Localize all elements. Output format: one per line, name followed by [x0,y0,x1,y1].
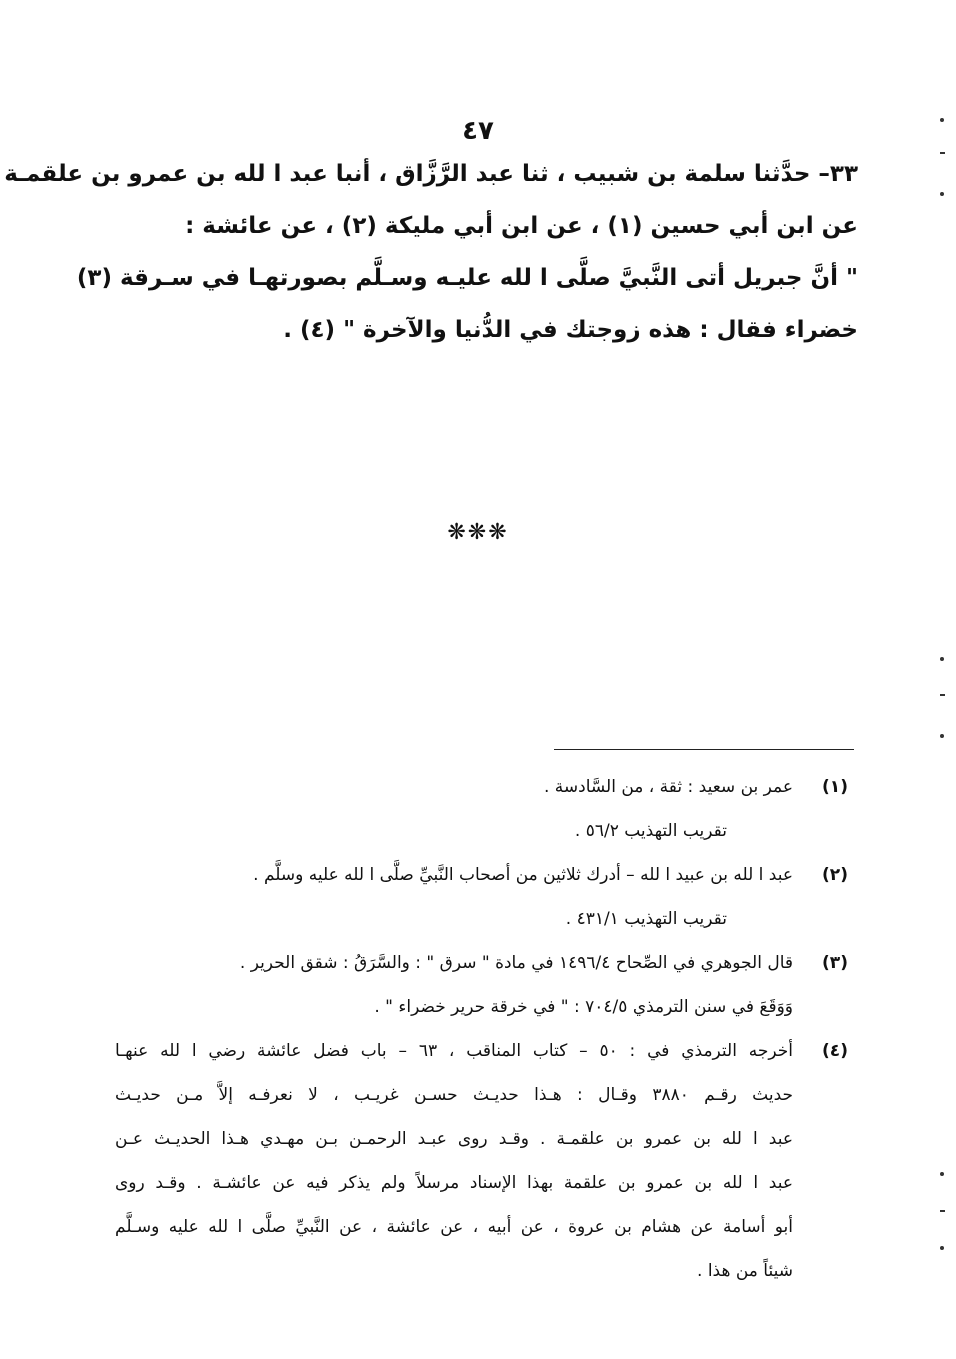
footnote [115,941,855,1029]
footnote-number: (٢) [822,865,848,885]
footnote-line: عبد ا لله بن عبيد ا لله – أدرك ثلاثين من أصحاب النَّبيِّ صلَّى ا لله عليه وسلَّم . [253,865,793,885]
footnote [115,765,855,853]
footnote-reference: تقريب التهذيب ٤٣١/١ . [565,909,727,929]
scan-speck [940,1210,945,1212]
scan-margin-marks [932,0,956,1359]
scan-speck [940,694,945,696]
hadith-line: ٣٣– حدَّثنا سلمة بن شبيب ، ثنا عبد الرَّزَّاق ، أنبا عبد ا لله بن عمرو بن علقمـة [4,161,858,187]
footnote-line: شيئاً من هذا . [697,1261,793,1281]
footnote-number: (٣) [822,953,848,973]
footnotes [115,765,855,1293]
footnote-number: (٤) [822,1041,848,1061]
hadith-line: عن ابن أبي حسين (١) ، عن ابن أبي مليكة (٢) ، عن عائشة : [185,213,858,239]
footnote [115,853,855,941]
footnote-line: أخرجه الترمذي في : ٥٠ – كتاب المناقب ، ٦٣ – باب فضل عائشة رضي ا لله عنهـا [115,1041,794,1061]
page-number: ٤٧ [462,116,494,146]
scan-speck [940,1246,944,1250]
scan-speck [940,1172,944,1176]
section-separator: ❋❋❋ [447,520,509,545]
footnote-line: قال الجوهري في الصِّحاح ١٤٩٦/٤ في مادة " سرق " : والسَّرَقُ : شقق الحرير . [239,953,793,973]
scan-speck [940,657,944,661]
footnote-line: عبد ا لله بن عمرو بن علقمـة . وقـد روى عبـد الرحمـن بـن مهـدي هـذا الحديـث عـن [115,1129,793,1149]
footnote-line: حديث رقـم ٣٨٨٠ وقـال : هـذا حديـث حسـن غريـب ، لا نعرفـه إلاَّ مـن حديـث [115,1085,794,1105]
scan-speck [940,118,944,122]
hadith-line: " أنَّ جبريل أتى النَّبيَّ صلَّى ا لله عليـه وسـلَّم بصورتهـا في سـرقة (٣) [76,265,858,291]
hadith-text [4,150,858,358]
hadith-line: خضراء فقال : هذه زوجتك في الدُّنيا والآخرة " (٤) . [283,317,858,343]
footnote-divider [554,749,854,750]
footnote-line: عبد ا لله بن عمرو بن علقمة بهذا الإسناد مرسلاً ولم يذكر فيه عن عائشـة . وقـد روى [115,1173,793,1193]
footnote-line: أبو أسامة عن هشام بن عروة ، عن أبيه ، عن عائشة ، عن النَّبيِّ صلَّى ا لله عليه وسـلَّم [115,1217,793,1237]
footnote-number: (١) [822,777,848,797]
footnote-line: وَوَقَعَ في سنن الترمذي ٧٠٤/٥ : " في خرقة حرير خضراء " . [374,997,793,1017]
scan-speck [940,734,944,738]
footnote-line: عمر بن سعيد : ثقة ، من السَّادسة . [543,777,793,797]
footnote [115,1029,855,1293]
scan-speck [940,192,944,196]
footnote-reference: تقريب التهذيب ٥٦/٢ . [574,821,727,841]
scan-speck [940,152,945,154]
